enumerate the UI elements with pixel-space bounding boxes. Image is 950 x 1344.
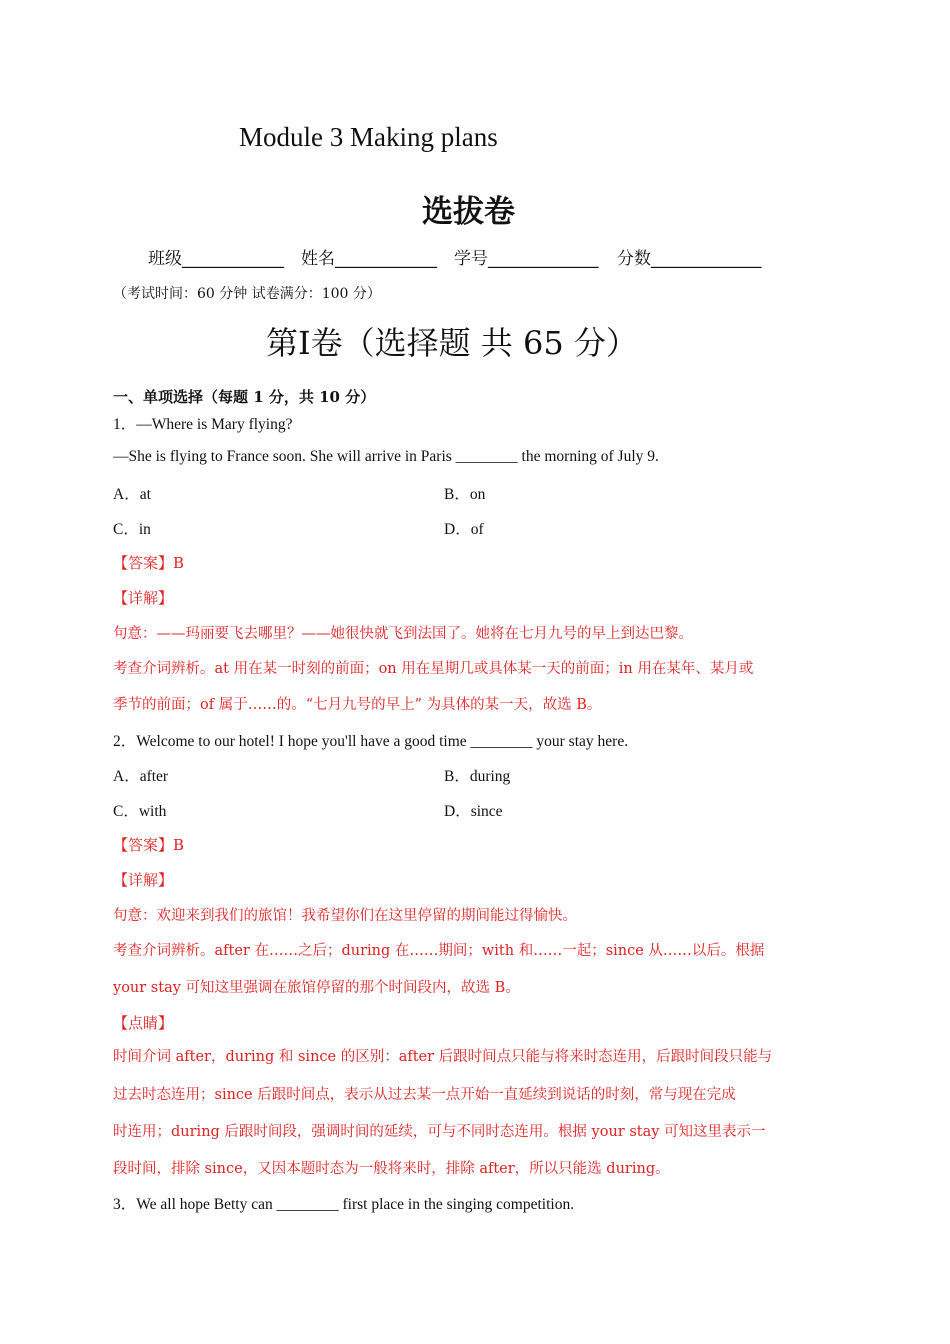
q2-explanation-line1: 考查介词辨析。after 在……之后；during 在……期间；with 和……一起；since 从……以后。根据 (113, 943, 765, 959)
exam-note: （考试时间：60 分钟 试卷满分：100 分） (113, 286, 381, 302)
q3-stem: 3．We all hope Betty can ________ first place in the singing competition. (113, 1196, 575, 1213)
q2-tip-line4: 段时间，排除 since，又因本题时态为一般将来时，排除 after，所以只能选 during。 (113, 1161, 670, 1177)
q2-option-a: A．after (113, 768, 169, 785)
q1-stem-line1: 1．—Where is Mary flying? (113, 416, 293, 433)
q2-option-d: D．since (444, 803, 503, 820)
score-field: 分数_____________ (617, 249, 762, 269)
q1-option-b: B．on (444, 486, 486, 503)
q2-tip-line1: 时间介词 after，during 和 since 的区别：after 后跟时间点只能与将来时态连用，后跟时间段只能与 (113, 1049, 773, 1065)
q1-option-a: A．at (113, 486, 151, 503)
q2-option-b: B．during (444, 768, 511, 785)
q2-tip-label: 【点睛】 (113, 1014, 174, 1032)
q1-option-d: D．of (444, 521, 484, 538)
q2-tip-line3: 时连用；during 后跟时间段，强调时间的延续，可与不同时态连用。根据 your stay 可知这里表示一 (113, 1124, 766, 1140)
q2-detail-label: 【详解】 (113, 871, 174, 889)
part-title: 第Ⅰ卷（选择题 共 65 分） (266, 324, 638, 362)
q2-answer: 【答案】B (113, 836, 185, 854)
q1-explanation-line1: 考查介词辨析。at 用在某一时刻的前面；on 用在星期几或具体某一天的前面；in 用在某年、某月或 (113, 661, 754, 677)
name-field: 姓名____________ (301, 249, 437, 269)
q1-stem-line2: —She is flying to France soon. She will arrive in Paris ________ the morning of July 9. (113, 448, 659, 465)
class-field: 班级____________ (148, 249, 284, 269)
q1-meaning: 句意：——玛丽要飞去哪里？——她很快就飞到法国了。她将在七月九号的早上到达巴黎。 (113, 626, 693, 642)
section-heading: 一、单项选择（每题 1 分，共 10 分） (113, 388, 376, 406)
q1-detail-label: 【详解】 (113, 589, 174, 607)
q1-option-c: C．in (113, 521, 151, 538)
q1-answer: 【答案】B (113, 554, 185, 572)
q1-explanation-line2: 季节的前面；of 属于……的。“七月九号的早上” 为具体的某一天，故选 B。 (113, 697, 602, 713)
q2-option-c: C．with (113, 803, 167, 820)
student-id-field: 学号_____________ (454, 249, 599, 269)
q2-tip-line2: 过去时态连用；since 后跟时间点，表示从过去某一点开始一直延续到说话的时刻，常与现在完成 (113, 1087, 736, 1103)
document-title: Module 3 Making plans (239, 122, 498, 152)
q2-stem: 2．Welcome to our hotel! I hope you'll have a good time ________ your stay here. (113, 733, 629, 750)
q2-meaning: 句意：欢迎来到我们的旅馆！我希望你们在这里停留的期间能过得愉快。 (113, 908, 577, 924)
document-subtitle: 选拔卷 (422, 194, 515, 230)
q2-explanation-line2: your stay 可知这里强调在旅馆停留的那个时间段内，故选 B。 (113, 980, 520, 996)
